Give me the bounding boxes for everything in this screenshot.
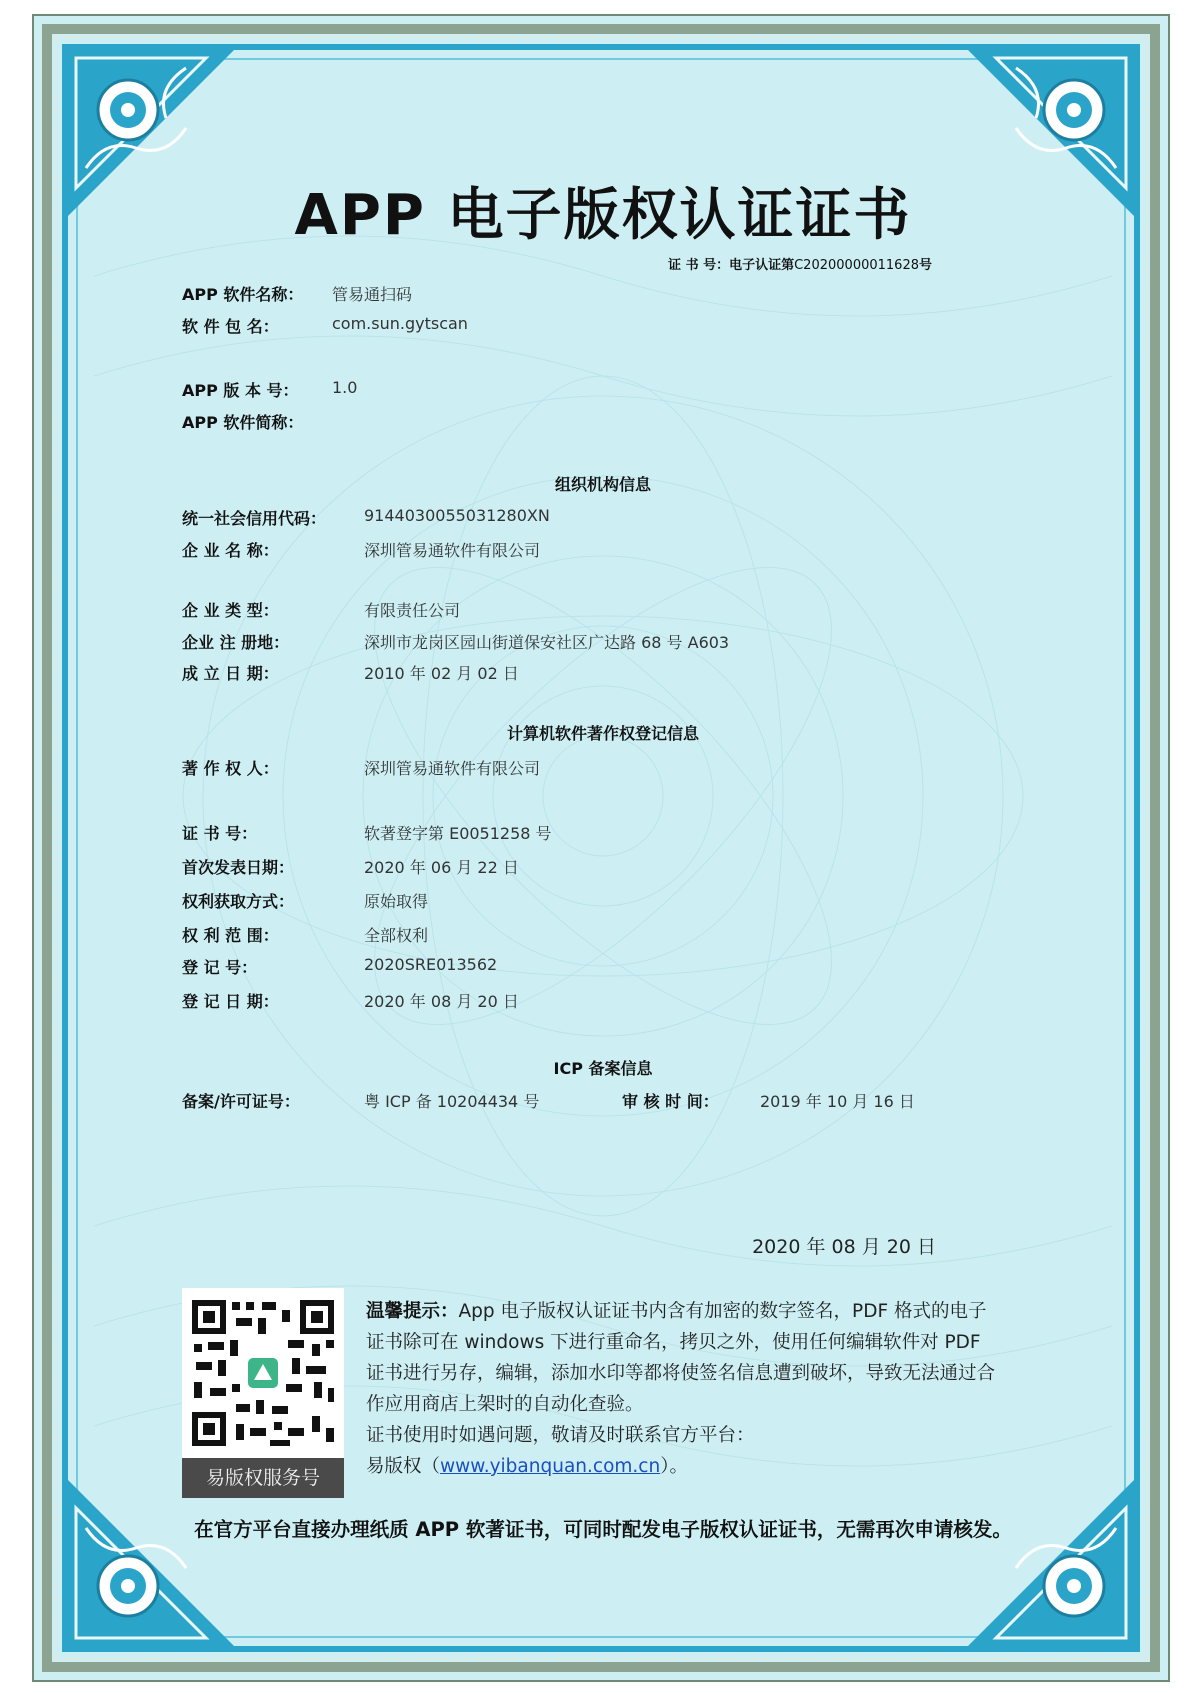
section-copyright-title: 计算机软件著作权登记信息	[506, 724, 699, 743]
field-version	[182, 378, 358, 401]
field-value: 软著登字第 E0051258 号	[364, 824, 552, 843]
notice-platform-suffix: ）。	[660, 1456, 688, 1477]
field-registration-date	[182, 989, 519, 1012]
notice-text	[366, 1296, 996, 1482]
field-label: 审 核 时 间：	[622, 1092, 719, 1111]
bottom-notice: 在官方平台直接办理纸质 APP 软著证书，可同时配发电子版权认证证书，无需再次申请核发。	[194, 1518, 1012, 1541]
issue-date: 2020 年 08 月 20 日	[752, 1236, 936, 1258]
field-label: 统一社会信用代码：	[182, 509, 327, 528]
field-value: 2020 年 06 月 22 日	[364, 858, 519, 877]
field-label: 证 书 号：	[182, 824, 258, 843]
field-acquisition-method	[182, 889, 429, 912]
field-value: 深圳管易通软件有限公司	[364, 759, 541, 778]
field-app-name	[182, 282, 413, 305]
notice-paragraph: App 电子版权认证证书内含有加密的数字签名，PDF 格式的电子证书除可在 windows 下进行重命名，拷贝之外，使用任何编辑软件对 PDF 证书进行另存，编辑，添加水印等都将使签名信息遭到破坏，导致无法通过合作应用商店上架时的自动化查验。	[366, 1301, 996, 1415]
cert-no-label: 证 书 号：电子认证第	[668, 258, 795, 273]
field-value: 粤 ICP 备 10204434 号	[364, 1092, 540, 1111]
field-registration-no	[182, 955, 498, 978]
field-label: APP 软件名称：	[182, 285, 304, 304]
field-value: 1.0	[332, 378, 358, 397]
qr-code-icon	[182, 1288, 344, 1458]
field-label: 登 记 日 期：	[182, 992, 279, 1011]
certificate-title: APP 电子版权认证证书	[294, 183, 912, 248]
certificate	[32, 14, 1170, 1682]
field-label: APP 版 本 号：	[182, 381, 299, 400]
field-label: 企 业 类 型：	[182, 601, 279, 620]
field-value: 原始取得	[364, 892, 429, 911]
qr-code	[182, 1288, 344, 1498]
field-value: 2020SRE013562	[364, 955, 498, 974]
field-software-cert-no	[182, 821, 552, 844]
field-company-type	[182, 598, 461, 621]
field-value: com.sun.gytscan	[332, 314, 468, 333]
section-icp-title: ICP 备案信息	[553, 1059, 653, 1078]
field-icp-license	[182, 1089, 915, 1112]
field-company-name	[182, 538, 541, 561]
field-value: 9144030055031280XN	[364, 506, 550, 525]
field-rights-scope	[182, 923, 429, 946]
field-value: 有限责任公司	[364, 601, 461, 620]
field-app-short-name	[182, 410, 303, 433]
field-value: 管易通扫码	[332, 285, 413, 304]
field-label: 成 立 日 期：	[182, 664, 279, 683]
field-label: 登 记 号：	[182, 958, 258, 977]
field-value: 2010 年 02 月 02 日	[364, 664, 519, 683]
field-label: 权利获取方式：	[182, 892, 295, 911]
field-label: 软 件 包 名：	[182, 317, 279, 336]
field-label: 企 业 名 称：	[182, 541, 279, 560]
field-package-name	[182, 314, 468, 337]
field-label: APP 软件简称：	[182, 413, 304, 432]
cert-no-value: C20200000011628	[794, 258, 919, 273]
field-label: 著 作 权 人：	[182, 759, 279, 778]
field-label: 权 利 范 围：	[182, 926, 279, 945]
field-label: 首次发表日期：	[182, 858, 295, 877]
field-first-publish-date	[182, 855, 519, 878]
field-value: 2020 年 08 月 20 日	[364, 992, 519, 1011]
field-label: 企业 注 册地：	[182, 633, 290, 652]
field-value: 全部权利	[364, 926, 429, 945]
field-label: 备案/许可证号：	[182, 1092, 300, 1111]
field-value: 深圳管易通软件有限公司	[364, 541, 541, 560]
website-link[interactable]: www.yibanquan.com.cn	[440, 1456, 661, 1477]
notice-contact: 证书使用时如遇问题，敬请及时联系官方平台：	[366, 1425, 755, 1446]
corner-ornament-icon	[966, 1478, 1136, 1648]
qr-caption: 易版权服务号	[182, 1458, 344, 1498]
field-value: 2019 年 10 月 16 日	[760, 1092, 915, 1111]
notice-highlight: 温馨提示：	[366, 1301, 459, 1322]
section-org-title: 组织机构信息	[554, 475, 651, 494]
certificate-number	[668, 254, 932, 273]
notice-platform-prefix: 易版权（	[366, 1456, 441, 1477]
field-value: 深圳市龙岗区园山街道保安社区广达路 68 号 A603	[364, 633, 730, 652]
corner-ornament-icon	[66, 1478, 236, 1648]
field-credit-code	[182, 506, 550, 529]
field-registered-address	[182, 630, 730, 653]
cert-no-suffix: 号	[918, 258, 932, 273]
field-founded-date	[182, 661, 519, 684]
field-copyright-owner	[182, 756, 541, 779]
